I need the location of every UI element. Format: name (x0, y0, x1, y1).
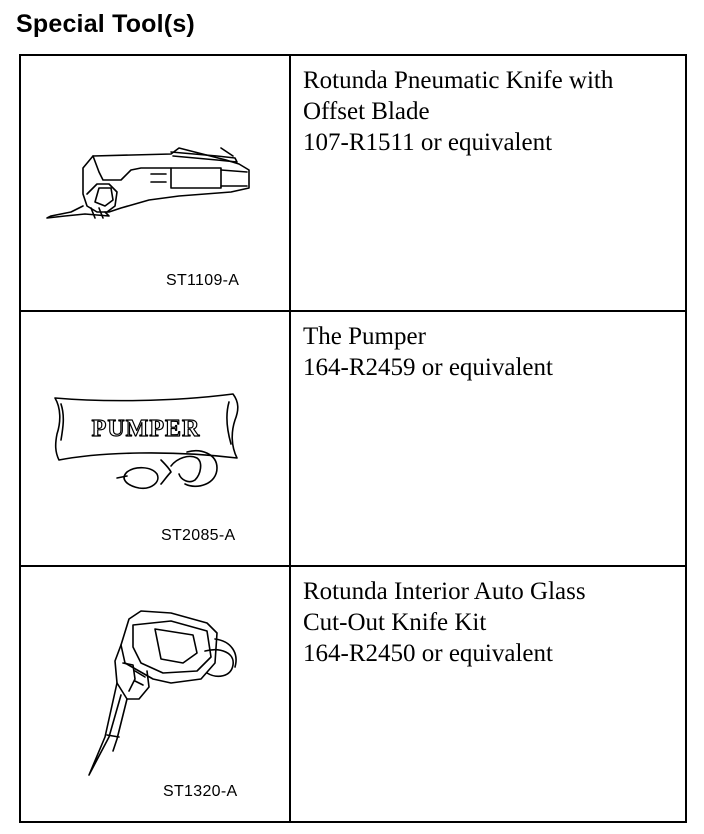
tool-row (20, 566, 686, 822)
figure-id: ST1320-A (163, 783, 238, 800)
tool-name-line: Rotunda Pneumatic Knife with (303, 67, 614, 94)
tool-name-line: The Pumper (303, 323, 426, 350)
tool-part-number: 164-R2450 or equivalent (303, 640, 553, 667)
tool-part-number: 107-R1511 or equivalent (303, 129, 553, 156)
pumper-icon (21, 312, 287, 565)
tool-name-line: Cut-Out Knife Kit (303, 609, 487, 636)
pumper-label: PUMPER (91, 416, 201, 442)
tool-row (20, 55, 686, 311)
tool-description-cell (290, 55, 686, 311)
figure-id: ST1109-A (166, 272, 240, 289)
page-title: Special Tool(s) (16, 10, 195, 38)
tool-description-cell (290, 311, 686, 566)
figure-id: ST2085-A (161, 527, 236, 544)
glass-cutout-knife-icon (21, 567, 287, 821)
tool-row (20, 311, 686, 566)
special-tools-table (19, 54, 687, 823)
tool-description-cell (290, 566, 686, 822)
tool-part-number: 164-R2459 or equivalent (303, 354, 553, 381)
tool-name-line: Rotunda Interior Auto Glass (303, 578, 586, 605)
tool-illustration-cell (20, 566, 290, 822)
tool-illustration-cell (20, 55, 290, 311)
tool-illustration-cell (20, 311, 290, 566)
tool-name-line: Offset Blade (303, 98, 430, 125)
pneumatic-knife-icon (21, 56, 287, 310)
